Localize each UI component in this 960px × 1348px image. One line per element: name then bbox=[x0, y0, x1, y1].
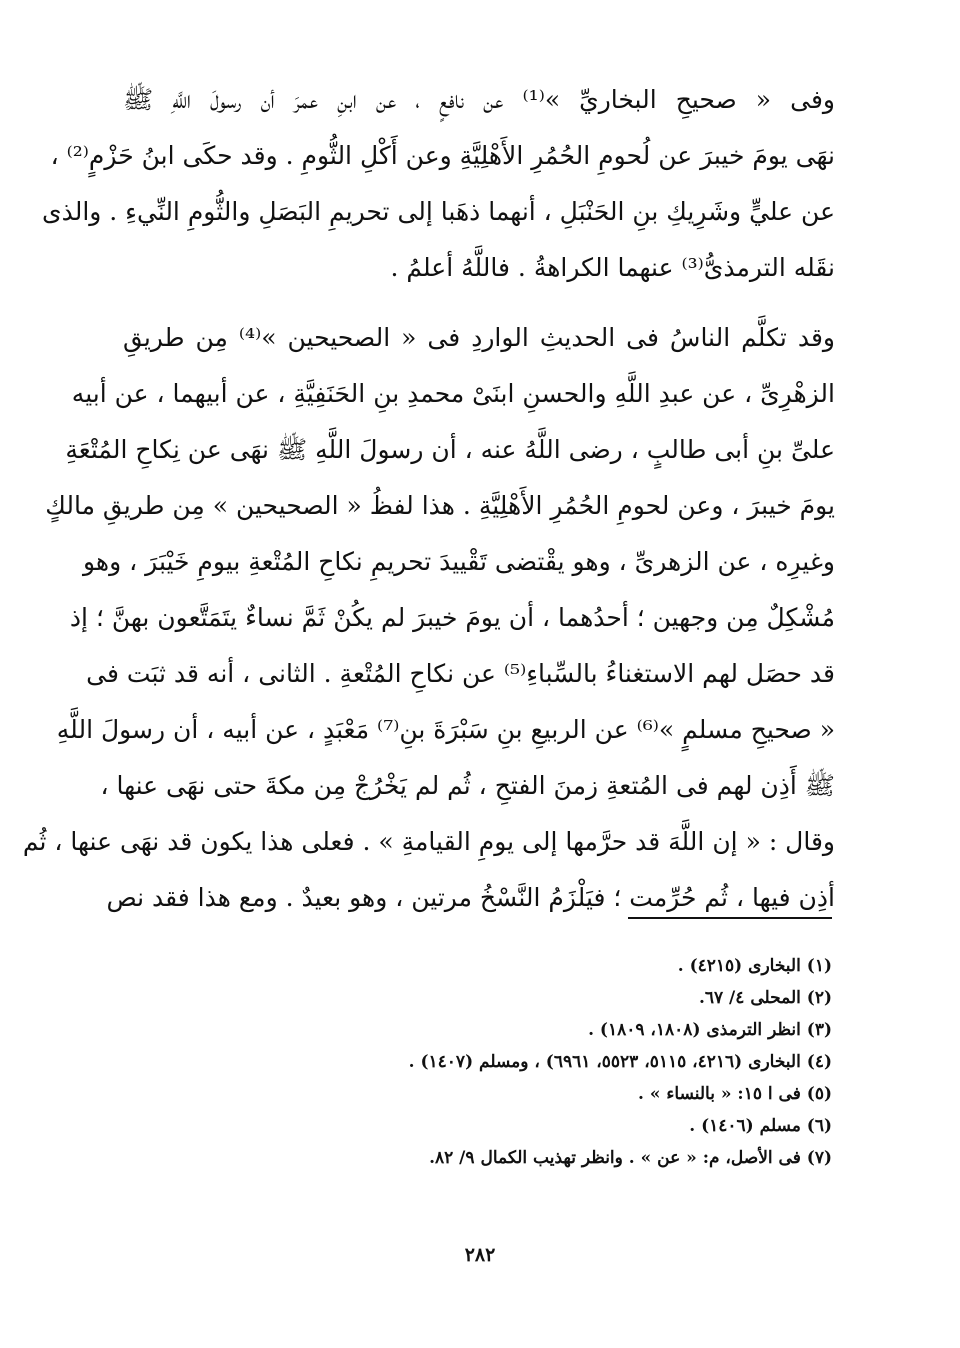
page-number: ٢٨٢ bbox=[464, 1244, 496, 1266]
text-line: عن عليٍّ وشَرِيكِ بنِ الحَنْبَلِ ، أنهما ذهَبا إلى تحريمِ البَصَلِ والثُّومِ النِّيءِ . والذى bbox=[42, 197, 835, 226]
footnote-2: (٢) المحلى ٤/ ٦٧. bbox=[698, 988, 832, 1008]
footnote-6: (٦) مسلم (١٤٠٦) . bbox=[689, 1116, 832, 1136]
text-line: « صحيحِ مسلمٍ »⁽⁶⁾ عن الربيعِ بنِ سَبْرَةَ بنِ⁽⁷⁾ مَعْبَدٍ ، عن أبيه ، أن رسولَ اللَّهِ bbox=[56, 715, 835, 744]
footnote-7: (٧) فى الأصل، م: « عن » . وانظر تهذيب الكمال ٩/ ٨٢. bbox=[429, 1148, 832, 1168]
footnotes bbox=[132, 950, 832, 1174]
text-line: قد حصَل لهم الاستغناءُ بالسِّباءِ⁽⁵⁾ عن نكاحِ المُتْعةِ . الثانى ، أنه قد ثبَت فى bbox=[86, 659, 835, 688]
footnote-5: (٥) فى ا ١٥: « بالنساء » . bbox=[638, 1084, 832, 1104]
text-line: نقَله الترمذىُّ⁽³⁾ عنهما الكراهةُ . فاللَّهُ أعلمُ . bbox=[390, 253, 835, 282]
text-line: أذِن فيها ، ثُم حُرِّمت ؛ فيَلْزَمُ النَّسْخُ مرتين ، وهو بعيدٌ . ومع هذا فقد نص bbox=[106, 883, 835, 912]
footnote-divider bbox=[628, 917, 832, 919]
text-line: مُشْكِلٌ مِن وجهين ؛ أحدُهما ، أن يومَ خيبرَ لم يكُنْ ثَمَّ نساءٌ يتَمَتَّعون بهنَّ ؛ إذ bbox=[69, 603, 835, 632]
paragraph-1 bbox=[42, 72, 835, 296]
footnote-1: (١) البخارى (٤٢١٥) . bbox=[677, 956, 832, 976]
text-line: وقد تكلَّم الناسُ فى الحديثِ الواردِ فى « الصحيحين »⁽⁴⁾ مِن طريقِ bbox=[123, 323, 835, 352]
text-line: يومَ خيبرَ ، وعن لحومِ الحُمُرِ الأَهْلِيَّةِ . هذا لفظُ « الصحيحين » مِن طريقِ مالكٍ bbox=[45, 491, 835, 520]
text-line: نهَى يومَ خيبرَ عن لُحومِ الحُمُرِ الأَهْلِيَّةِ وعن أَكْلِ الثُّومِ . وقد حكَى ابنُ حَزْمٍ⁽²⁾ ، bbox=[50, 141, 835, 170]
text-line: وفى « صحيحِ البخاريِّ »⁽¹⁾ عن نافعٍ ، عن ابنِ عمرَ أن رسولَ اللَّهِ ﷺ bbox=[123, 85, 835, 114]
text-line: وغيرِه ، عن الزهرىِّ ، وهو يقْتضى تَقْييدَ تحريمِ نكاحِ المُتْعةِ بيومِ خَيْبَرَ ، وهو bbox=[83, 547, 835, 576]
footnote-3: (٣) انظر الترمذى (١٨٠٨، ١٨٠٩) . bbox=[588, 1020, 832, 1040]
text-line: ﷺ أَذِن لهم فى المُتعةِ زمنَ الفتحِ ، ثُم لم يَخْرُجْ مِن مكةَ حتى نهَى عنها ، bbox=[100, 771, 835, 800]
text-line: الزهْرِىِّ ، عن عبدِ اللَّهِ والحسنِ ابنَىْ محمدِ بنِ الحَنَفِيَّةِ ، عن أبيهما ، عن أبيه bbox=[71, 379, 835, 408]
text-line: علىِّ بنِ أبى طالبٍ ، رضى اللَّهُ عنه ، أن رسولَ اللَّهِ ﷺ نهَى عن نِكاحِ المُتْعَةِ bbox=[65, 435, 835, 464]
footnote-4: (٤) البخارى (٤٢١٦، ٥١١٥، ٥٥٢٣، ٦٩٦١) ، ومسلم (١٤٠٧) . bbox=[408, 1052, 832, 1072]
paragraph-2 bbox=[22, 310, 835, 926]
text-line: وقال : « إن اللَّهَ قد حرَّمها إلى يومِ القيامةِ » . فعلى هذا يكون قد نهَى عنها ، ثُم bbox=[22, 827, 835, 856]
